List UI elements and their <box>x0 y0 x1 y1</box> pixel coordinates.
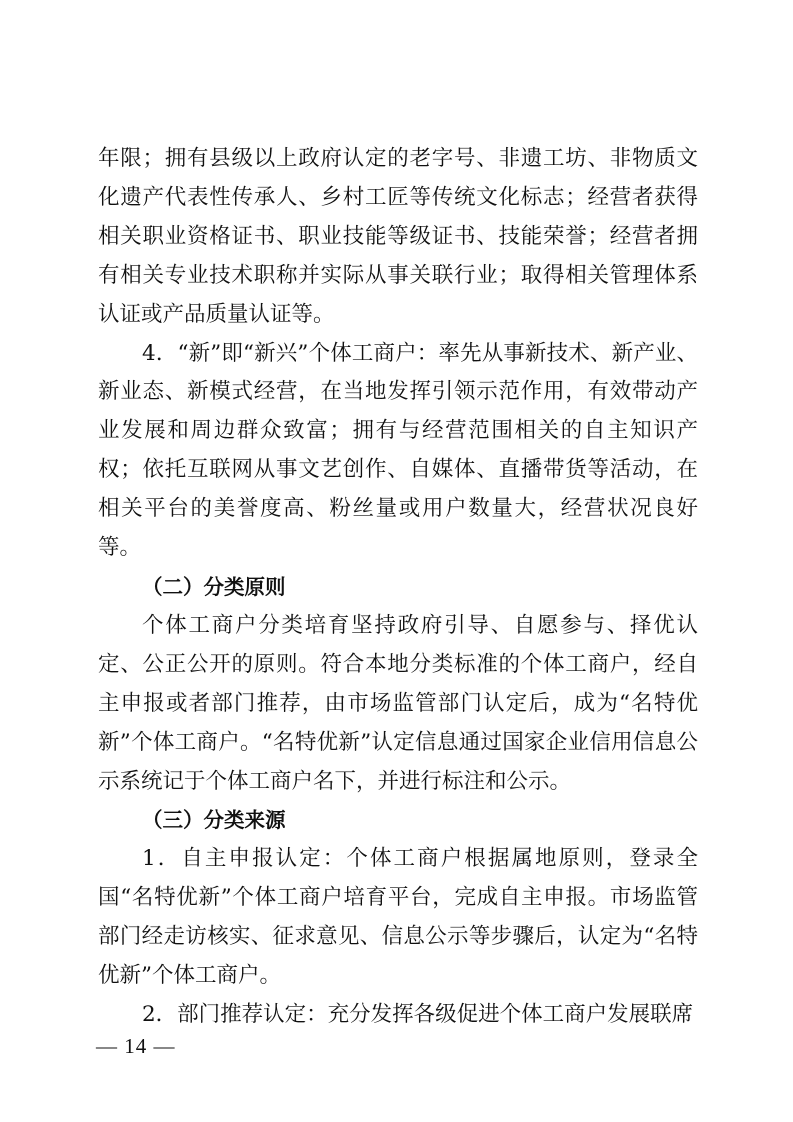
page-number: — 14 — <box>96 1034 176 1058</box>
section-heading-classification-sources: （三）分类来源 <box>142 808 286 833</box>
document-body <box>98 140 698 1035</box>
paragraph-continuation: 年限；拥有县级以上政府认定的老字号、非遗工坊、非物质文化遗产代表性传承人、乡村工匠等传统文化标志；经营者获得相关职业资格证书、职业技能等级证书、技能荣誉；经营者拥有相关专业技术职称并实际从事关联行业；取得相关管理体系认证或产品质量认证等。 <box>98 146 698 327</box>
paragraph-classification-principles: 个体工商户分类培育坚持政府引导、自愿参与、择优认定、公正公开的原则。符合本地分类标准的个体工商户，经自主申报或者部门推荐，由市场监管部门认定后，成为“名特优新”个体工商户。“名特优新”认定信息通过国家企业信用信息公示系统记于个体工商户名下，并进行标注和公示。 <box>98 612 698 794</box>
paragraph-new-emerging: 4．“新”即“新兴”个体工商户：率先从事新技术、新产业、新业态、新模式经营，在当地发挥引领示范作用，有效带动产业发展和周边群众致富；拥有与经营范围相关的自主知识产权；依托互联网从事文艺创作、自媒体、直播带货等活动，在相关平台的美誉度高、粉丝量或用户数量大，经营状况良好等。 <box>98 340 698 561</box>
paragraph-department-recommendation: 2．部门推荐认定：充分发挥各级促进个体工商户发展联席 <box>142 1001 694 1027</box>
section-heading-classification-principles: （二）分类原则 <box>142 574 286 599</box>
paragraph-self-declaration: 1．自主申报认定：个体工商户根据属地原则，登录全国“名特优新”个体工商户培育平台，完成自主申报。市场监管部门经走访核实、征求意见、信息公示等步骤后，认定为“名特优新”个体工商户。 <box>98 846 698 989</box>
